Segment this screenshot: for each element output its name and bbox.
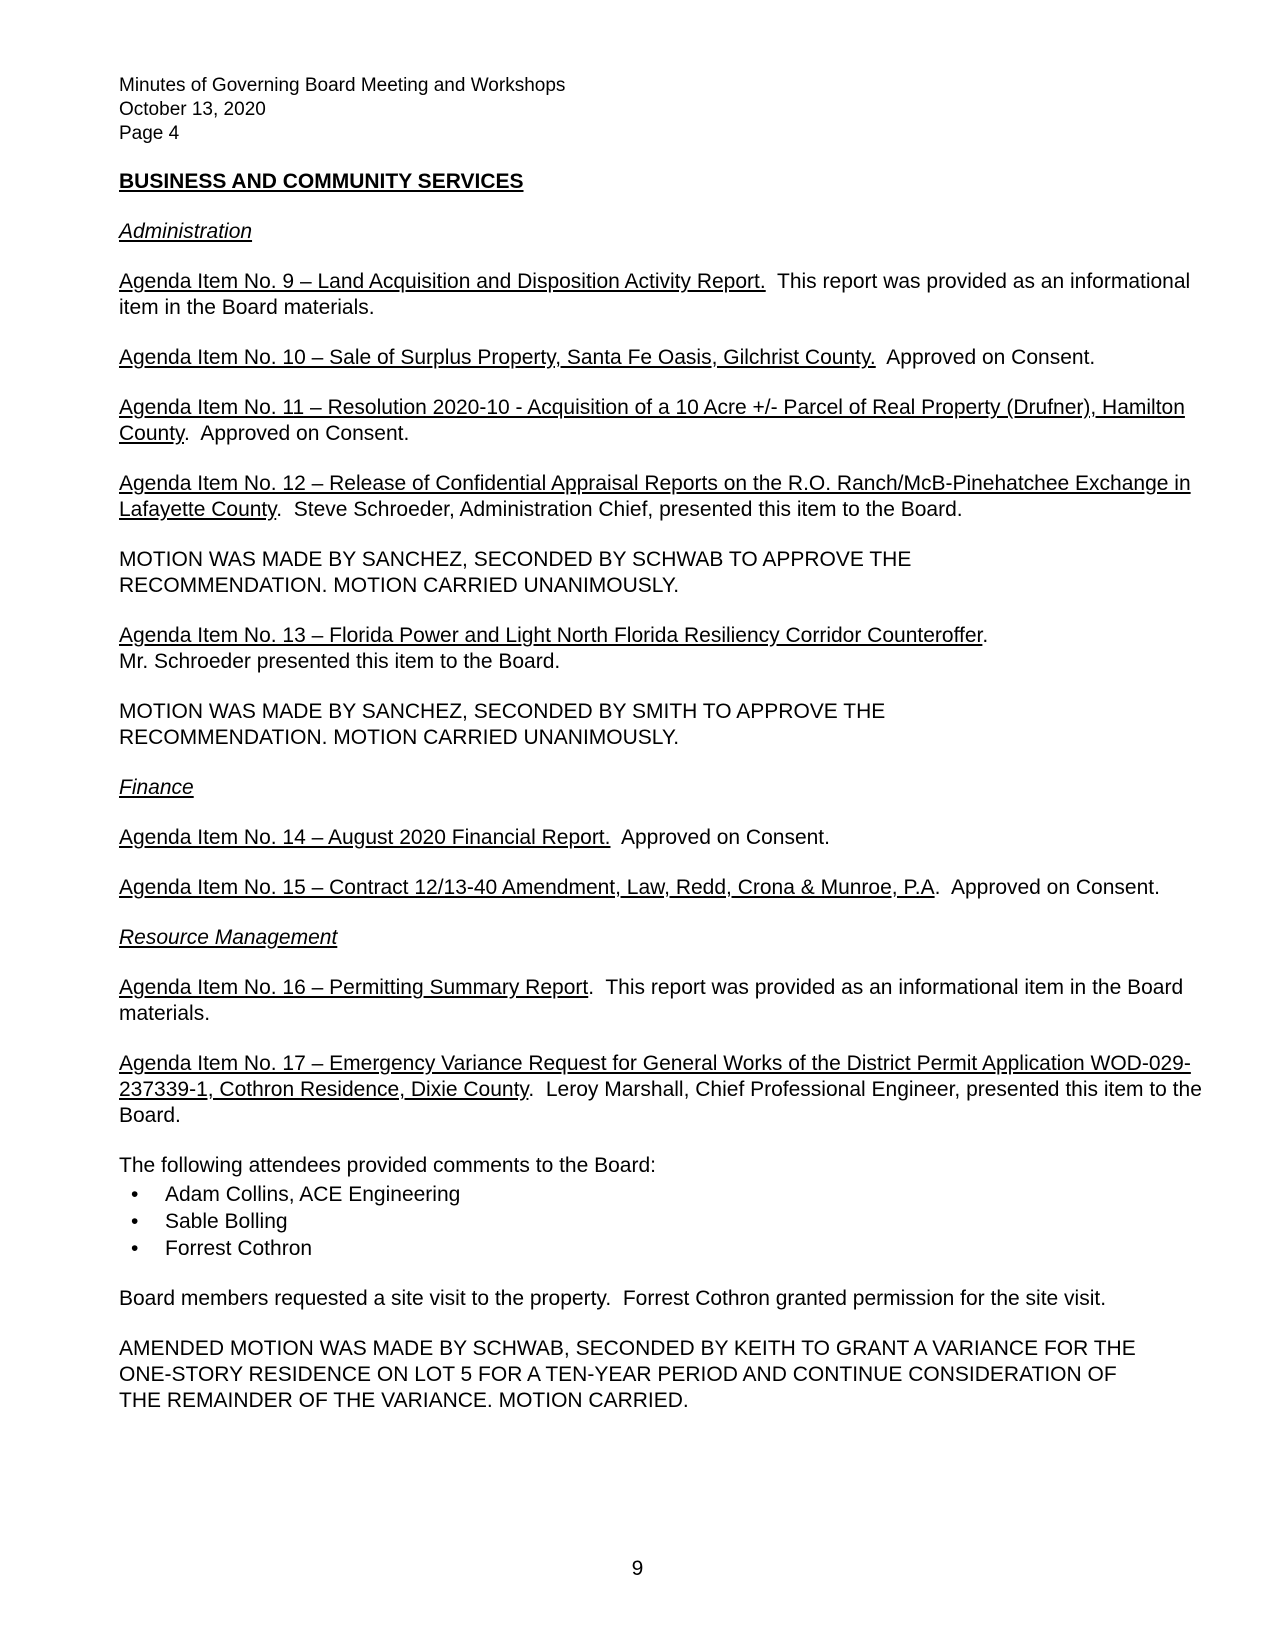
agenda-item-text: . bbox=[982, 624, 989, 647]
agenda-item-12 bbox=[119, 471, 1219, 523]
agenda-item-title: Agenda Item No. 14 – August 2020 Financial Report. bbox=[119, 826, 611, 849]
page-header bbox=[119, 74, 1219, 146]
document-page bbox=[119, 74, 1219, 1414]
agenda-item-text: This report was provided as an informational item in the Board materials. bbox=[119, 270, 1197, 319]
agenda-item-title: Agenda Item No. 17 – Emergency Variance Request for General Works of the District Permit Application WOD-029-237339-1, Cothron Residence, Dixie County bbox=[119, 1052, 1191, 1101]
motion-item-12: MOTION WAS MADE BY SANCHEZ, SECONDED BY SCHWAB TO APPROVE THE RECOMMENDATION. MOTION CARRIED UNANIMOUSLY. bbox=[119, 548, 912, 597]
header-page: Page 4 bbox=[119, 123, 180, 144]
agenda-item-17 bbox=[119, 1051, 1219, 1129]
agenda-item-text: . Steve Schroeder, Administration Chief, presented this item to the Board. bbox=[276, 498, 963, 521]
bullet-icon: • bbox=[131, 1237, 139, 1260]
agenda-item-title: Agenda Item No. 12 – Release of Confidential Appraisal Reports on the R.O. Ranch/McB-Pinehatchee Exchange in Lafayette County bbox=[119, 472, 1191, 521]
agenda-item-text: . Leroy Marshall, Chief Professional Engineer, presented this item to the Board. bbox=[119, 1078, 1208, 1127]
agenda-item-text: . Approved on Consent. bbox=[934, 876, 1160, 899]
motion-item-13: MOTION WAS MADE BY SANCHEZ, SECONDED BY SMITH TO APPROVE THE RECOMMENDATION. MOTION CARRIED UNANIMOUSLY. bbox=[119, 700, 886, 749]
agenda-item-14 bbox=[119, 825, 1219, 851]
subheading-administration: Administration bbox=[119, 220, 253, 243]
agenda-item-15 bbox=[119, 875, 1219, 901]
attendee-name: Sable Bolling bbox=[165, 1210, 288, 1233]
agenda-item-text: Approved on Consent. bbox=[610, 826, 830, 849]
list-item bbox=[119, 1181, 1219, 1208]
attendee-name: Forrest Cothron bbox=[165, 1237, 313, 1260]
agenda-item-16 bbox=[119, 975, 1219, 1027]
attendees-intro: The following attendees provided comments to the Board: bbox=[119, 1154, 656, 1177]
agenda-item-13 bbox=[119, 623, 1219, 675]
agenda-item-title: Agenda Item No. 16 – Permitting Summary Report bbox=[119, 976, 589, 999]
bullet-icon: • bbox=[131, 1183, 139, 1206]
site-visit-text: Board members requested a site visit to the property. Forrest Cothron granted permission for the site visit. bbox=[119, 1287, 1107, 1310]
agenda-item-text-2: Mr. Schroeder presented this item to the Board. bbox=[119, 650, 561, 673]
header-date: October 13, 2020 bbox=[119, 99, 266, 120]
agenda-item-11 bbox=[119, 395, 1219, 447]
agenda-item-text: . Approved on Consent. bbox=[183, 422, 410, 445]
header-title: Minutes of Governing Board Meeting and Workshops bbox=[119, 75, 566, 96]
page-number: 9 bbox=[631, 1557, 644, 1580]
list-item bbox=[119, 1208, 1219, 1235]
agenda-item-title: Agenda Item No. 15 – Contract 12/13-40 Amendment, Law, Redd, Crona & Munroe, P.A bbox=[119, 876, 935, 899]
agenda-item-10 bbox=[119, 345, 1219, 371]
agenda-item-title: Agenda Item No. 11 – Resolution 2020-10 - Acquisition of a 10 Acre +/- Parcel of Real Property (Drufner), Hamilton County bbox=[119, 396, 1185, 445]
amended-motion: AMENDED MOTION WAS MADE BY SCHWAB, SECONDED BY KEITH TO GRANT A VARIANCE FOR THE ONE-STORY RESIDENCE ON LOT 5 FOR A TEN-YEAR PERIOD AND CONTINUE CONSIDERATION OF THE REMAINDER OF THE VARIANCE. MOTION CARRIED. bbox=[119, 1337, 1136, 1412]
agenda-item-title: Agenda Item No. 13 – Florida Power and Light North Florida Resiliency Corridor Counteroffer bbox=[119, 624, 983, 647]
agenda-item-title: Agenda Item No. 10 – Sale of Surplus Property, Santa Fe Oasis, Gilchrist County. bbox=[119, 346, 876, 369]
attendee-list bbox=[119, 1181, 1219, 1262]
agenda-item-text: . This report was provided as an informational item in the Board materials. bbox=[119, 976, 1189, 1025]
subheading-finance: Finance bbox=[119, 776, 194, 799]
agenda-item-title: Agenda Item No. 9 – Land Acquisition and Disposition Activity Report. bbox=[119, 270, 766, 293]
list-item bbox=[119, 1235, 1219, 1262]
subheading-resource-management: Resource Management bbox=[119, 926, 338, 949]
attendee-name: Adam Collins, ACE Engineering bbox=[165, 1183, 461, 1206]
section-title: BUSINESS AND COMMUNITY SERVICES bbox=[119, 170, 524, 193]
bullet-icon: • bbox=[131, 1210, 139, 1233]
agenda-item-text: Approved on Consent. bbox=[875, 346, 1096, 369]
agenda-item-9 bbox=[119, 269, 1219, 321]
